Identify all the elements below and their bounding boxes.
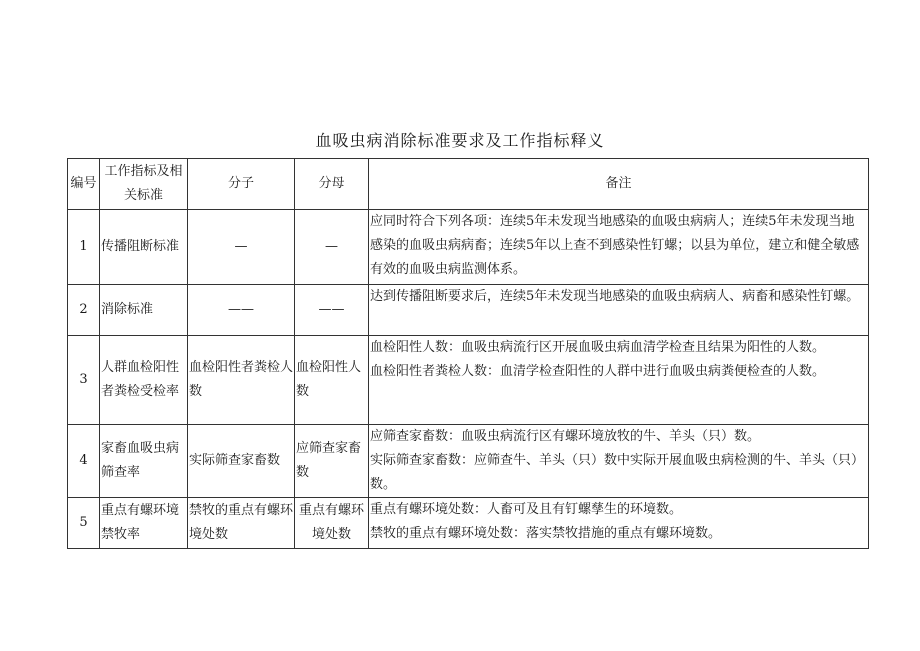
row-numerator: 血检阳性者粪检人数 bbox=[188, 336, 295, 425]
row-no: 3 bbox=[68, 336, 100, 425]
document-title: 血吸虫病消除标准要求及工作指标释义 bbox=[315, 131, 605, 150]
note-text: 实际筛查家畜数：应筛查牛、羊头（只）数中实际开展血吸虫病检测的牛、羊头（只）数。 bbox=[370, 453, 865, 492]
note-text: 血检阳性者粪检人数：血清学检查阳性的人群中进行血吸虫病粪便检查的人数。 bbox=[370, 364, 826, 379]
row-indicator: 传播阻断标准 bbox=[100, 210, 188, 285]
header-numerator: 分子 bbox=[188, 159, 295, 210]
row-denominator: 应筛查家畜数 bbox=[295, 425, 369, 498]
note-text: 重点有螺环境处数：人畜可及且有钉螺孳生的环境数。 bbox=[370, 502, 683, 517]
row-numerator: — bbox=[188, 210, 295, 285]
header-denominator: 分母 bbox=[295, 159, 369, 210]
row-notes bbox=[369, 498, 869, 549]
note-text: 禁牧的重点有螺环境处数：落实禁牧措施的重点有螺环境数。 bbox=[370, 526, 722, 541]
row-notes bbox=[369, 336, 869, 425]
row-no: 1 bbox=[68, 210, 100, 285]
row-denominator: 重点有螺环境处数 bbox=[295, 498, 369, 549]
row-indicator: 家畜血吸虫病筛查率 bbox=[100, 425, 188, 498]
row-numerator: —— bbox=[188, 285, 295, 336]
row-denominator: 血检阳性人数 bbox=[295, 336, 369, 425]
table-row bbox=[68, 336, 869, 425]
table-header-row bbox=[68, 159, 869, 210]
table-row bbox=[68, 425, 869, 498]
note-text: 应筛查家畜数：血吸虫病流行区有螺环境放牧的牛、羊头（只）数。 bbox=[370, 429, 761, 444]
row-notes bbox=[369, 425, 869, 498]
header-notes: 备注 bbox=[369, 159, 869, 210]
header-no: 编号 bbox=[68, 159, 100, 210]
row-numerator: 禁牧的重点有螺环境处数 bbox=[188, 498, 295, 549]
row-no: 2 bbox=[68, 285, 100, 336]
row-indicator: 消除标准 bbox=[100, 285, 188, 336]
row-notes bbox=[369, 210, 869, 285]
table-row bbox=[68, 210, 869, 285]
row-denominator: — bbox=[295, 210, 369, 285]
note-text: 血检阳性人数：血吸虫病流行区开展血吸虫病血清学检查且结果为阳性的人数。 bbox=[370, 340, 826, 355]
row-no: 5 bbox=[68, 498, 100, 549]
standards-table bbox=[67, 158, 869, 549]
header-indicator: 工作指标及相关标准 bbox=[100, 159, 188, 210]
note-text: 达到传播阻断要求后，连续5年未发现当地感染的血吸虫病病人、病畜和感染性钉螺。 bbox=[370, 289, 860, 304]
row-no: 4 bbox=[68, 425, 100, 498]
row-denominator: —— bbox=[295, 285, 369, 336]
table-row bbox=[68, 285, 869, 336]
row-indicator: 重点有螺环境禁牧率 bbox=[100, 498, 188, 549]
table-row bbox=[68, 498, 869, 549]
row-indicator: 人群血检阳性者粪检受检率 bbox=[100, 336, 188, 425]
note-text: 应同时符合下列各项：连续5年未发现当地感染的血吸虫病病人；连续5年未发现当地感染的血吸虫病病畜；连续5年以上查不到感染性钉螺；以县为单位，建立和健全敏感有效的血吸虫病监测体系。 bbox=[370, 214, 860, 277]
row-notes bbox=[369, 285, 869, 336]
row-numerator: 实际筛查家畜数 bbox=[188, 425, 295, 498]
